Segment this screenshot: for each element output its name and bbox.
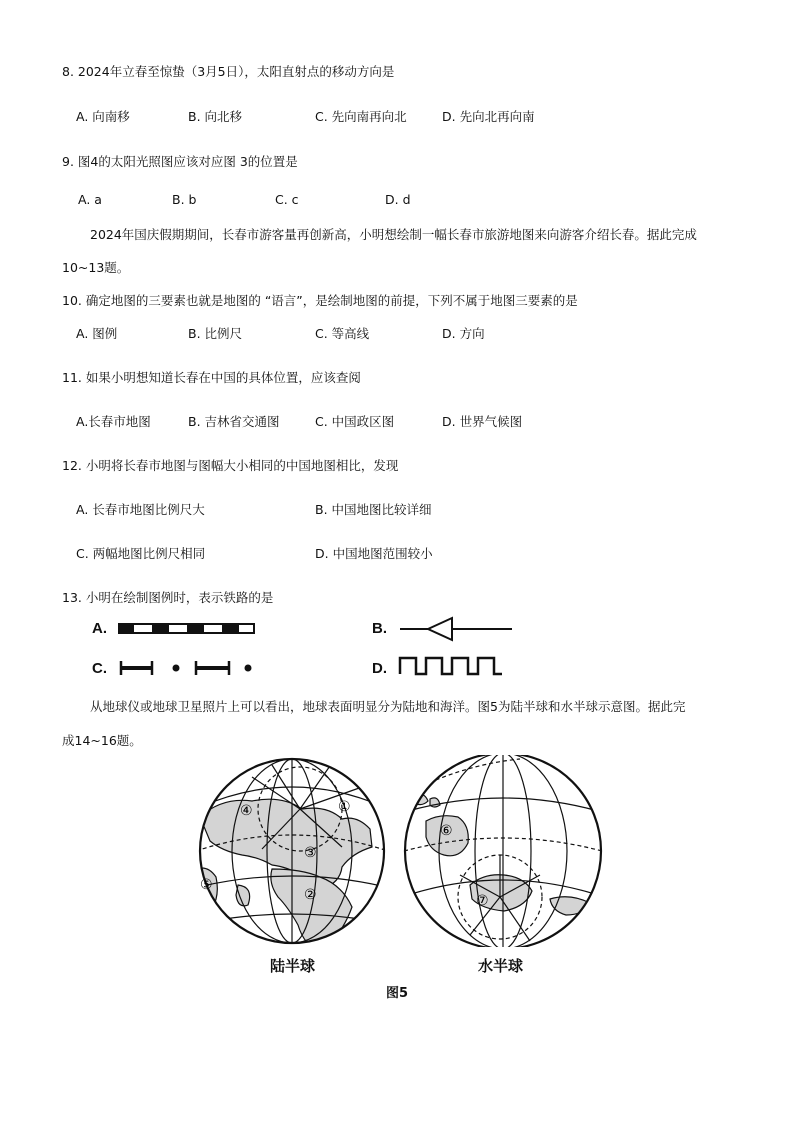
q8-option-b: B. 向北移 [188,109,243,124]
marker-4: ④ [240,803,253,819]
q12-option-a: A. 长春市地图比例尺大 [76,502,205,517]
triangle-line-symbol [398,614,514,644]
q10-option-b: B. 比例尺 [188,326,243,341]
q11-option-d: D. 世界气候图 [442,414,523,429]
water-hemisphere-globe [400,755,610,947]
marker-7: ⑦ [476,893,489,909]
dash-dot-symbol [118,658,258,678]
q12-option-c: C. 两幅地图比例尺相同 [76,546,206,561]
land-hemisphere-globe [192,757,392,947]
q10-stem: 10. 确定地图的三要素也就是地图的 “语言”，是绘制地图的前提，下列不属于地图三要素的是 [62,293,578,308]
q12-stem: 12. 小明将长春市地图与图幅大小相同的中国地图相比，发现 [62,458,399,473]
q9-option-c: C. c [275,192,299,207]
intro2-line1: 从地球仪或地球卫星照片上可以看出，地球表面明显分为陆地和海洋。图5为陆半球和水半球示意图。据此完 [90,699,686,714]
q12-option-b: B. 中国地图比较详细 [315,502,432,517]
q8-option-d: D. 先向北再向南 [442,109,535,124]
marker-6: ⑥ [440,823,453,839]
q10-option-d: D. 方向 [442,326,485,341]
q9-option-a: A. a [78,192,102,207]
q13-option-b-label: B. [372,620,387,637]
q13-option-a-label: A. [92,620,107,637]
marker-3: ③ [304,845,317,861]
square-wave-symbol [398,654,504,678]
q9-stem: 9. 图4的太阳光照图应该对应图 3的位置是 [62,154,298,169]
q9-option-b: B. b [172,192,197,207]
marker-5: ⑤ [200,877,213,893]
q8-stem: 8. 2024年立春至惊蛰（3月5日），太阳直射点的移动方向是 [62,64,395,79]
intro1-line2: 10~13题。 [62,260,130,275]
q13-option-c-label: C. [92,660,107,677]
q11-option-b: B. 吉林省交通图 [188,414,280,429]
railway-symbol [118,622,256,636]
water-hemisphere-label: 水半球 [478,957,524,975]
marker-1: ① [338,799,351,815]
figure-caption: 图5 [386,986,409,1001]
q13-option-d-label: D. [372,660,387,677]
marker-2: ② [304,887,317,903]
q9-option-d: D. d [385,192,411,207]
q10-option-c: C. 等高线 [315,326,370,341]
land-hemisphere-label: 陆半球 [270,957,316,975]
q8-option-a: A. 向南移 [76,109,130,124]
intro2-line2: 成14~16题。 [62,733,142,748]
q13-stem: 13. 小明在绘制图例时，表示铁路的是 [62,590,274,605]
q12-option-d: D. 中国地图范围较小 [315,546,433,561]
q10-option-a: A. 图例 [76,326,118,341]
q11-option-c: C. 中国政区图 [315,414,395,429]
q11-stem: 11. 如果小明想知道长春在中国的具体位置，应该查阅 [62,370,361,385]
q8-option-c: C. 先向南再向北 [315,109,407,124]
intro1-line1: 2024年国庆假期期间，长春市游客量再创新高，小明想绘制一幅长春市旅游地图来向游客介绍长春。据此完成 [90,227,697,242]
q11-option-a: A.长春市地图 [76,414,151,429]
